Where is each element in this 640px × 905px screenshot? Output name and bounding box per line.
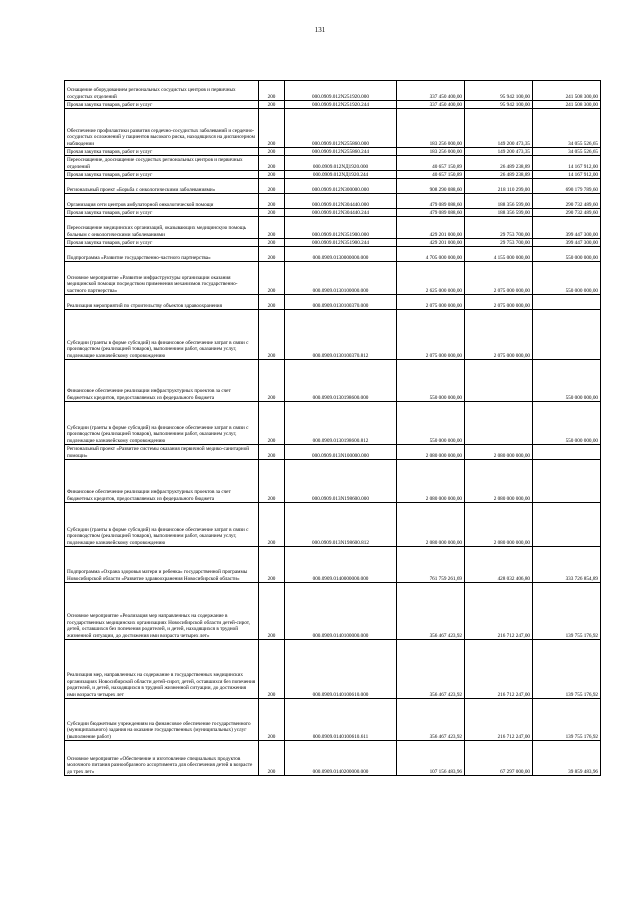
row-amount-2-cell: 2 080 000 000,00 [465,503,533,547]
table-row [65,741,601,776]
row-name-cell: Подпрограмма «Охрана здоровья матери и ребенка» государственной программы Новосибирской области «Развитие здравоохранения Новосибирской области» [65,547,259,583]
row-amount-1-cell: 40 657 150,89 [397,156,465,171]
row-kbk-cell: 000.0909.012N251920.000 [285,81,397,101]
table-row [65,583,601,640]
row-kbk-cell: 000.0909.0140100610.000 [285,640,397,699]
row-amount-3-cell: 333 726 854,89 [533,547,601,583]
row-code-cell: 200 [259,503,285,547]
row-amount-3-cell: 550 000 000,00 [533,247,601,262]
row-amount-1-cell: 479 089 088,60 [397,194,465,209]
row-kbk-cell: 000.0909.0140100610.611 [285,699,397,741]
row-amount-2-cell: 188 356 599,00 [465,209,533,217]
row-amount-3-cell [533,295,601,310]
row-name-cell: Основное мероприятие «Развитие инфраструктуры организации оказания медицинской помощи посредством применения механизмов государственно-частного партнерства» [65,262,259,295]
row-name-cell: Прочая закупка товаров, работ и услуг [65,209,259,217]
row-code-cell: 200 [259,81,285,101]
row-code-cell: 200 [259,156,285,171]
row-amount-3-cell: 690 179 789,60 [533,179,601,194]
row-amount-3-cell: 550 000 000,00 [533,402,601,445]
page-number: 131 [314,26,326,34]
row-kbk-cell: 000.0909.013N198600.812 [285,503,397,547]
row-amount-1-cell: 183 256 000,00 [397,148,465,156]
row-amount-2-cell: 216 712 247,00 [465,699,533,741]
row-amount-1-cell: 2 075 000 000,00 [397,295,465,310]
row-name-cell: Субсидии (гранты в форме субсидий) на финансовое обеспечение затрат в связи с производством (реализацией товаров), выполнением работ, оказанием услуг, подлежащие казначейскому сопровождению [65,310,259,360]
table-row [65,148,601,156]
row-kbk-cell: 000.0909.012N255860.244 [285,148,397,156]
row-amount-3-cell: 139 755 176,92 [533,699,601,741]
row-amount-1-cell: 356 467 423,92 [397,583,465,640]
row-code-cell: 200 [259,109,285,148]
table-body [65,81,601,776]
row-amount-2-cell: 29 753 700,00 [465,217,533,239]
row-code-cell: 200 [259,262,285,295]
row-name-cell: Оснащение оборудованием региональных сосудистых центров и первичных сосудистых отделений [65,81,259,101]
row-amount-1-cell: 479 089 088,60 [397,209,465,217]
row-amount-2-cell: 188 356 599,00 [465,194,533,209]
row-name-cell: Переоснащение, дооснащение сосудистых региональных центров и первичных отделений [65,156,259,171]
row-name-cell: Основное мероприятие «Реализация мер направленных на содержание в государственных медицинских организациях Новосибирской области детей-сирот, детей, оставшихся без попечения родителей, и детей, находящихся в трудной жизненной ситуации, до достижения ими возраста четырех лет» [65,583,259,640]
row-kbk-cell: 000.0909.012N304440.244 [285,209,397,217]
row-amount-3-cell: 290 732 489,60 [533,209,601,217]
row-code-cell: 200 [259,179,285,194]
row-code-cell: 200 [259,460,285,503]
table-row [65,217,601,239]
row-amount-1-cell: 908 290 088,60 [397,179,465,194]
row-amount-1-cell: 2 080 000 000,00 [397,445,465,460]
row-amount-2-cell: 95 942 100,00 [465,101,533,109]
table-row [65,194,601,209]
row-name-cell: Региональный проект «Развитие системы оказания первичной медико-санитарной помощи» [65,445,259,460]
row-name-cell: Субсидии (гранты в форме субсидий) на финансовое обеспечение затрат в связи с производством (реализацией товаров), выполнением работ, оказанием услуг, подлежащие казначейскому сопровождению [65,402,259,445]
row-code-cell: 200 [259,209,285,217]
row-kbk-cell: 000.0909.012N351900.244 [285,239,397,247]
row-name-cell: Переоснащение медицинских организаций, оказывающих медицинскую помощь больным с онкологическими заболеваниями [65,217,259,239]
row-amount-2-cell: 2 075 000 000,00 [465,310,533,360]
row-kbk-cell: 000.0909.012N304440.000 [285,194,397,209]
row-amount-2-cell: 95 942 100,00 [465,81,533,101]
row-kbk-cell: 000.0909.0140100000.000 [285,583,397,640]
row-name-cell: Прочая закупка товаров, работ и услуг [65,171,259,179]
row-name-cell: Обеспечение профилактики развития сердечно-сосудистых заболеваний и сердечно-сосудистых осложнений у пациентов высокого риска, находящихся на диспансерном наблюдении [65,109,259,148]
row-amount-2-cell: 2 080 000 000,00 [465,460,533,503]
row-amount-3-cell: 34 055 526,65 [533,109,601,148]
row-kbk-cell: 000.0909.013N198600.000 [285,460,397,503]
row-amount-1-cell: 40 657 150,89 [397,171,465,179]
table-row [65,360,601,402]
table-row [65,179,601,194]
row-amount-2-cell: 149 200 473,35 [465,148,533,156]
table-row [65,460,601,503]
row-amount-2-cell: 29 753 700,00 [465,239,533,247]
row-amount-2-cell: 216 712 247,00 [465,640,533,699]
table-row [65,101,601,109]
row-name-cell: Подпрограмма «Развитие государственно-частного партнерства» [65,247,259,262]
row-amount-3-cell: 290 732 489,60 [533,194,601,209]
table-row [65,81,601,101]
row-amount-2-cell: 428 032 406,80 [465,547,533,583]
row-code-cell: 200 [259,741,285,776]
row-amount-1-cell: 2 080 000 000,00 [397,503,465,547]
row-code-cell: 200 [259,194,285,209]
row-amount-3-cell: 34 055 526,65 [533,148,601,156]
table-row [65,247,601,262]
table-row [65,445,601,460]
row-kbk-cell: 000.0909.0130100370.812 [285,310,397,360]
row-amount-2-cell: 149 200 473,35 [465,109,533,148]
row-amount-2-cell: 67 297 000,00 [465,741,533,776]
row-code-cell: 200 [259,171,285,179]
row-code-cell: 200 [259,247,285,262]
row-amount-1-cell: 107 156 483,96 [397,741,465,776]
row-name-cell: Реализация мероприятий по строительству объектов здравоохранения [65,295,259,310]
row-amount-2-cell: 2 080 000 000,00 [465,445,533,460]
row-amount-3-cell: 14 167 912,00 [533,156,601,171]
row-code-cell: 200 [259,640,285,699]
row-amount-3-cell: 14 167 912,00 [533,171,601,179]
row-amount-3-cell: 241 508 300,00 [533,101,601,109]
row-amount-1-cell: 2 080 000 000,00 [397,460,465,503]
row-amount-3-cell: 399 447 300,00 [533,217,601,239]
row-kbk-cell: 000.0909.012N300000.000 [285,179,397,194]
table-row [65,547,601,583]
row-kbk-cell: 000.0909.012NД1920.000 [285,156,397,171]
row-kbk-cell: 000.0909.012NД1920.244 [285,171,397,179]
row-code-cell: 200 [259,295,285,310]
row-name-cell: Региональный проект «Борьба с онкологическими заболеваниями» [65,179,259,194]
budget-table [64,80,601,776]
row-amount-1-cell: 429 201 000,00 [397,217,465,239]
row-amount-1-cell: 337 450 400,00 [397,101,465,109]
row-amount-2-cell: 26 489 238,89 [465,156,533,171]
row-amount-2-cell: 218 110 299,00 [465,179,533,194]
row-name-cell: Финансовое обеспечение реализации инфраструктурных проектов за счет бюджетных кредитов, предоставляемых из федерального бюджета [65,460,259,503]
row-amount-3-cell: 139 755 176,92 [533,583,601,640]
row-amount-3-cell: 550 000 000,00 [533,360,601,402]
row-amount-2-cell [465,360,533,402]
table-row [65,262,601,295]
row-amount-1-cell: 356 467 423,92 [397,640,465,699]
row-amount-3-cell [533,503,601,547]
row-amount-1-cell: 2 625 000 000,00 [397,262,465,295]
row-kbk-cell: 000.0909.0130100000.000 [285,262,397,295]
table-row [65,239,601,247]
row-amount-3-cell: 241 508 300,00 [533,81,601,101]
row-amount-1-cell: 356 467 423,92 [397,699,465,741]
row-kbk-cell: 000.0909.012N255860.000 [285,109,397,148]
row-code-cell: 200 [259,310,285,360]
table-row [65,640,601,699]
row-amount-2-cell: 26 489 238,89 [465,171,533,179]
table-row [65,402,601,445]
row-amount-2-cell: 2 075 000 000,00 [465,295,533,310]
row-amount-1-cell: 429 201 000,00 [397,239,465,247]
row-name-cell: Прочая закупка товаров, работ и услуг [65,101,259,109]
row-kbk-cell: 000.0909.012N251920.244 [285,101,397,109]
table-row [65,310,601,360]
row-code-cell: 200 [259,148,285,156]
row-name-cell: Субсидии бюджетным учреждениям на финансовое обеспечение государственного (муниципального) задания на оказание государственных (муниципальных) услуг (выполнение работ) [65,699,259,741]
row-amount-1-cell: 550 000 000,00 [397,402,465,445]
row-kbk-cell: 000.0909.0130198600.000 [285,360,397,402]
row-code-cell: 200 [259,239,285,247]
row-amount-1-cell: 550 000 000,00 [397,360,465,402]
row-code-cell: 200 [259,445,285,460]
row-code-cell: 200 [259,699,285,741]
row-amount-3-cell: 399 447 300,00 [533,239,601,247]
table-row [65,171,601,179]
row-amount-3-cell [533,460,601,503]
table-row [65,699,601,741]
row-amount-1-cell: 761 759 261,69 [397,547,465,583]
row-name-cell: Финансовое обеспечение реализации инфраструктурных проектов за счет бюджетных кредитов, предоставляемых из федерального бюджета [65,360,259,402]
row-kbk-cell: 000.0909.0130100370.000 [285,295,397,310]
row-kbk-cell: 000.0909.0130000000.000 [285,247,397,262]
row-amount-2-cell [465,402,533,445]
row-name-cell: Основное мероприятие «Обеспечение и изготовление специальных продуктов молочного питания разнообразного ассортимента для обеспечения детей в возрасте до трех лет» [65,741,259,776]
row-amount-1-cell: 183 256 000,00 [397,109,465,148]
table-row [65,209,601,217]
row-amount-3-cell: 550 000 000,00 [533,262,601,295]
row-name-cell: Субсидии (гранты в форме субсидий) на финансовое обеспечение затрат в связи с производством (реализацией товаров), выполнением работ, оказанием услуг, подлежащие казначейскому сопровождению [65,503,259,547]
row-name-cell: Организация сети центров амбулаторной онкологической помощи [65,194,259,209]
row-kbk-cell: 000.0909.0140200000.000 [285,741,397,776]
table-row [65,156,601,171]
table-row [65,503,601,547]
row-code-cell: 200 [259,547,285,583]
row-amount-2-cell: 216 712 247,00 [465,583,533,640]
row-kbk-cell: 000.0909.0130198600.812 [285,402,397,445]
row-kbk-cell: 000.0909.013N100000.000 [285,445,397,460]
row-amount-3-cell [533,445,601,460]
row-code-cell: 200 [259,217,285,239]
row-kbk-cell: 000.0909.0140000000.000 [285,547,397,583]
row-amount-1-cell: 337 450 400,00 [397,81,465,101]
row-code-cell: 200 [259,402,285,445]
row-amount-2-cell: 2 075 000 000,00 [465,262,533,295]
row-amount-1-cell: 2 075 000 000,00 [397,310,465,360]
row-amount-2-cell: 4 155 000 000,00 [465,247,533,262]
table-row [65,109,601,148]
table-row [65,295,601,310]
row-code-cell: 200 [259,101,285,109]
row-name-cell: Прочая закупка товаров, работ и услуг [65,148,259,156]
row-amount-3-cell: 39 859 483,96 [533,741,601,776]
row-name-cell: Прочая закупка товаров, работ и услуг [65,239,259,247]
row-amount-3-cell: 139 755 176,92 [533,640,601,699]
row-kbk-cell: 000.0909.012N351900.000 [285,217,397,239]
row-code-cell: 200 [259,583,285,640]
row-amount-1-cell: 4 705 000 000,00 [397,247,465,262]
row-code-cell: 200 [259,360,285,402]
row-amount-3-cell [533,310,601,360]
row-name-cell: Реализация мер, направленных на содержание в государственных медицинских организациях Новосибирской области детей-сирот, детей, оставшихся без попечения родителей, и детей, находящихся в трудной жизненной ситуации, до достижения ими возраста четырех лет [65,640,259,699]
